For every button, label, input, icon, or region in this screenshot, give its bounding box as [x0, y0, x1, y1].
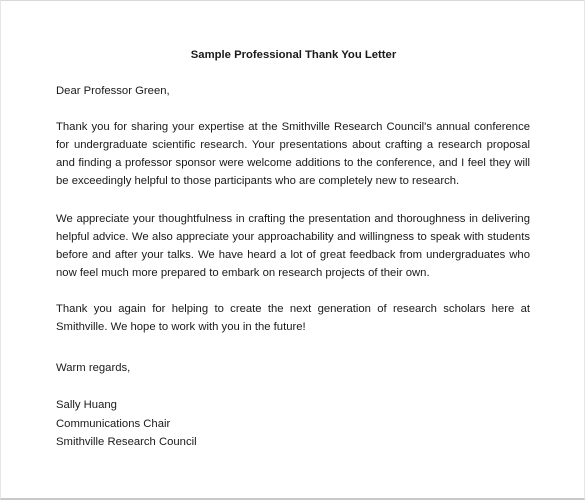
- signature-organization: Smithville Research Council: [56, 436, 197, 448]
- signature-name: Sally Huang: [56, 399, 117, 411]
- body-paragraph-1: Thank you for sharing your expertise at the Smithville Research Council's annual conference for undergraduate scientific research. Your presentations about crafting a research proposal and finding a professor sponsor were welcome additions to the conference, and I feel they will be exceedingly helpful to those participants who are completely new to research.: [56, 121, 530, 187]
- closing: Warm regards,: [56, 362, 131, 374]
- letter-title: Sample Professional Thank You Letter: [190, 49, 397, 61]
- body-paragraph-3: Thank you again for helping to create the next generation of research scholars here at Smithville. We hope to work with you in the future!: [56, 303, 530, 333]
- salutation: Dear Professor Green,: [56, 85, 170, 97]
- signature-role: Communications Chair: [56, 418, 171, 430]
- body-paragraph-2: We appreciate your thoughtfulness in crafting the presentation and thoroughness in delivering helpful advice. We also appreciate your approachability and willingness to speak with students before and after your talks. We have heard a lot of great feedback from undergraduates who now feel much more prepared to embark on research projects of their own.: [56, 213, 530, 279]
